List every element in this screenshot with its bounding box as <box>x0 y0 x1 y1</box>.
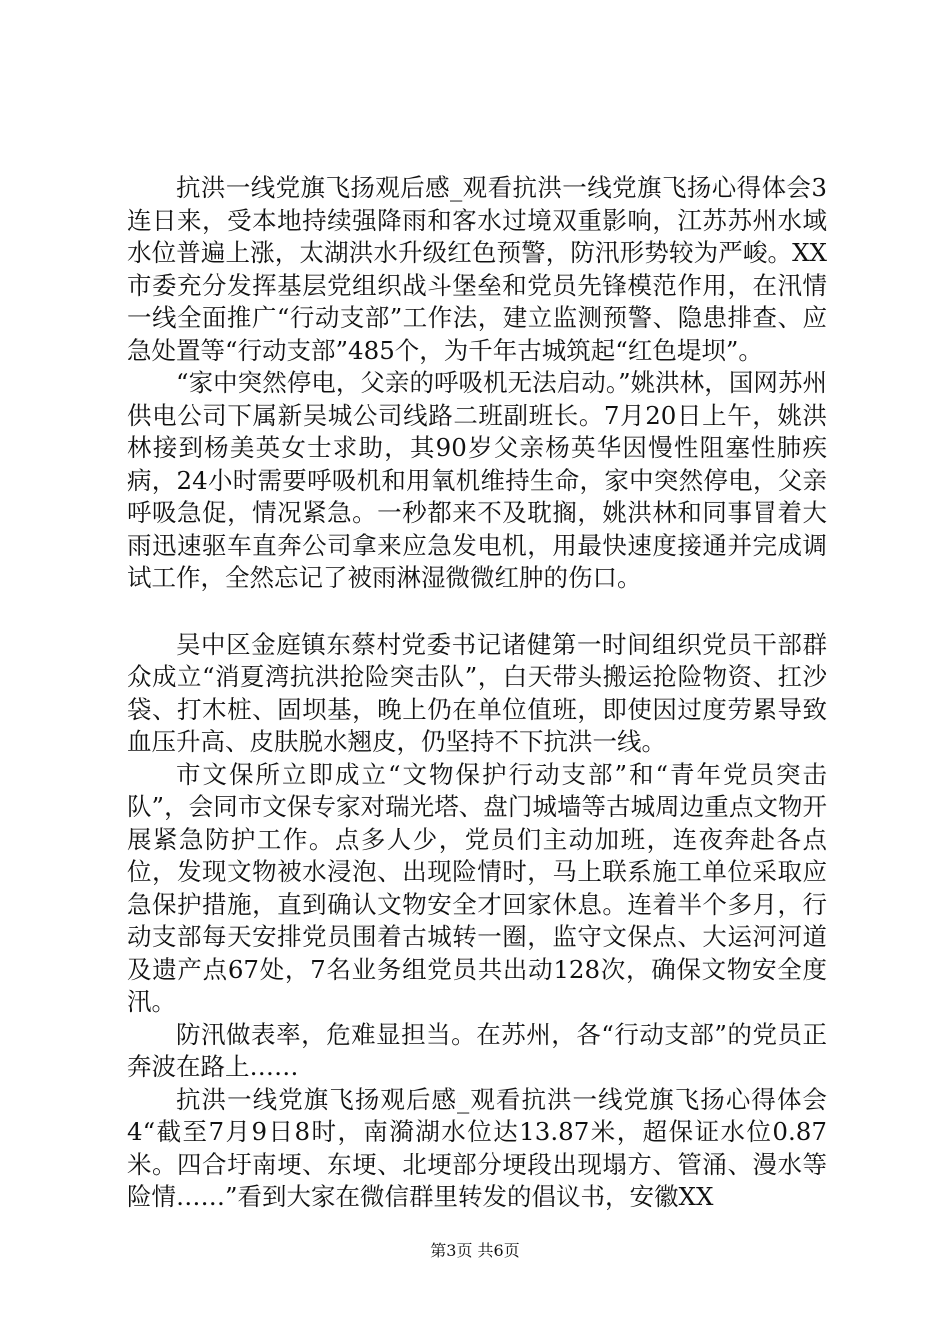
document-body <box>127 172 827 1214</box>
page-number-footer: 第3页 共6页 <box>430 1241 520 1260</box>
paragraph-power-outage-rescue: “家中突然停电，父亲的呼吸机无法启动。”姚洪林，国网苏州供电公司下属新吴城公司线路二班副班长。7月20日上午，姚洪林接到杨美英女士求助，其90岁父亲杨英华因慢性阻塞性肺疾病，24小时需要呼吸机和用氧机维持生命，家中突然停电，父亲呼吸急促，情况紧急。一秒都来不及耽搁，姚洪林和同事冒着大雨迅速驱车直奔公司拿来应急发电机，用最快速度接通并完成调试工作，全然忘记了被雨淋湿微微红肿的伤口。 <box>127 368 827 592</box>
paragraph-spacer <box>127 595 827 629</box>
paragraph-heritage-protection: 市文保所立即成立“文物保护行动支部”和“青年党员突击队”，会同市文保专家对瑞光塔、盘门城墙等古城周边重点文物开展紧急防护工作。点多人少，党员们主动加班，连夜奔赴各点位，发现文物被水浸泡、出现险情时，马上联系施工单位采取应急保护措施，直到确认文物安全才回家休息。连着半个多月，行动支部每天安排党员围着古城转一圈，监守文保点、大运河河道及遗产点67处，7名业务组党员共出动128次，确保文物安全度汛。 <box>127 759 827 1016</box>
paragraph-village-secretary: 吴中区金庭镇东蔡村党委书记诸健第一时间组织党员干部群众成立“消夏湾抗洪抢险突击队”，白天带头搬运抢险物资、扛沙袋、打木桩、固坝基，晚上仍在单位值班，即使因过度劳累导致血压升高、皮肤脱水翘皮，仍坚持不下抗洪一线。 <box>127 629 827 756</box>
paragraph-flood-overview: 抗洪一线党旗飞扬观后感_观看抗洪一线党旗飞扬心得体会3连日来，受本地持续强降雨和客水过境双重影响，江苏苏州水域水位普遍上涨，太湖洪水升级红色预警，防汛形势较为严峻。XX市委充分发挥基层党组织战斗堡垒和党员先锋模范作用，在汛情一线全面推广“行动支部”工作法，建立监测预警、隐患排查、应急处置等“行动支部”485个，为千年古城筑起“红色堤坝”。 <box>127 173 827 365</box>
paragraph-anhui-opening: 抗洪一线党旗飞扬观后感_观看抗洪一线党旗飞扬心得体会4“截至7月9日8时，南漪湖水位达13.87米，超保证水位0.87米。四合圩南埂、东埂、北埂部分埂段出现塌方、管涌、漫水等险情……”看到大家在微信群里转发的倡议书，安徽XX <box>127 1084 827 1211</box>
paragraph-summary: 防汛做表率，危难显担当。在苏州，各“行动支部”的党员正奔波在路上…… <box>127 1019 827 1081</box>
